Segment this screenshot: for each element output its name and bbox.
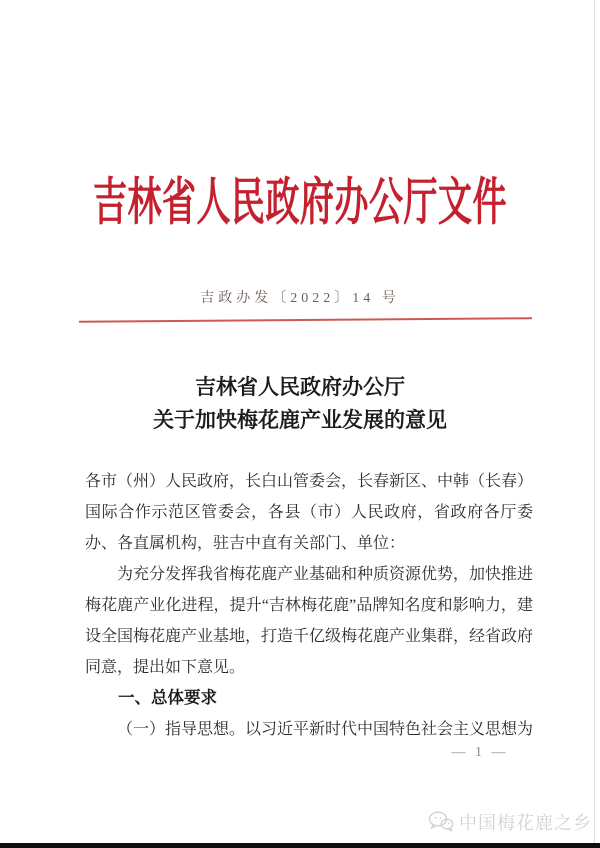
section-heading: 一、总体要求 xyxy=(118,689,217,707)
document-title xyxy=(0,371,600,437)
masthead-title: 吉林省人民政府办公厅文件 xyxy=(93,176,507,232)
watermark-text: 中国梅花鹿之乡 xyxy=(459,813,592,833)
intro-paragraph: 为充分发挥我省梅花鹿产业基础和种质资源优势，加快推进梅花鹿产业化进程，提升“吉林梅花鹿”品牌知名度和影响力，建设全国梅花鹿产业基地，打造千亿级梅花鹿产业集群，经省政府同意，提出如下意见。 xyxy=(85,566,534,676)
document-body xyxy=(85,466,533,745)
wechat-icon xyxy=(428,811,454,833)
salutation-paragraph: 各市（州）人民政府，长白山管委会，长春新区、中韩（长春）国际合作示范区管委会，各县（市）人民政府，省政府各厅委办、各直属机构，驻吉中直有关部门、单位： xyxy=(85,473,534,552)
subsection-paragraph: （一）指导思想。以习近平新时代中国特色社会主义思想为 xyxy=(117,721,534,738)
document-reference-number: 吉政办发〔2022〕14 号 xyxy=(200,291,400,306)
red-separator-line xyxy=(79,317,532,323)
bottom-black-bar xyxy=(0,843,600,848)
watermark xyxy=(428,810,592,834)
document-title-line-2: 关于加快梅花鹿产业发展的意见 xyxy=(153,408,447,432)
document-title-line-1: 吉林省人民政府办公厅 xyxy=(195,375,405,399)
page-number: — 1 — xyxy=(451,745,509,760)
